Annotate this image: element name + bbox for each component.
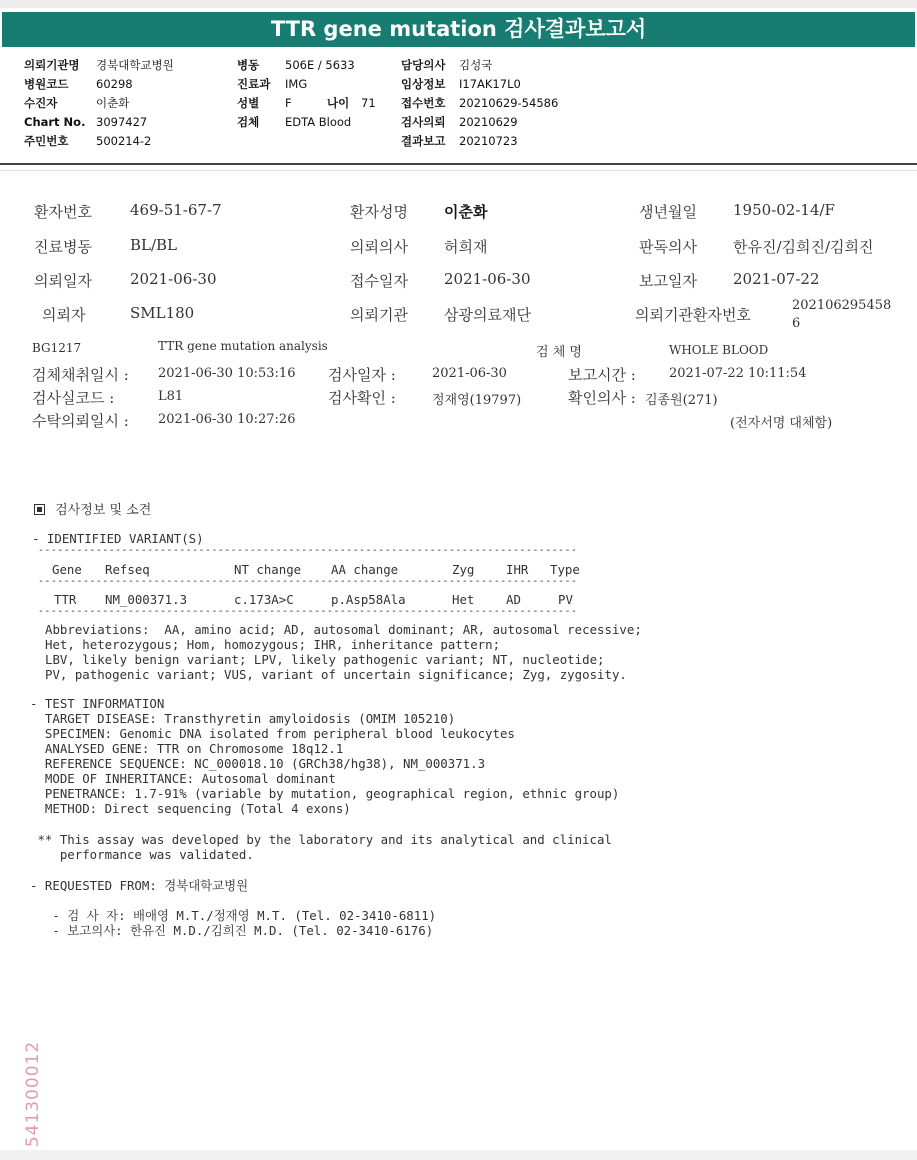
square-bullet-icon bbox=[34, 504, 45, 515]
patient-label: 접수일자 bbox=[350, 272, 408, 290]
patient-label: 의뢰자 bbox=[42, 306, 86, 324]
cell-aa: p.Asp58Ala bbox=[331, 592, 406, 607]
header-row: 결과보고 20210723 bbox=[401, 134, 518, 148]
patient-value: 1950-02-14/F bbox=[733, 201, 835, 219]
verify-label: 확인의사 : bbox=[568, 389, 636, 407]
report-title: TTR gene mutation 검사결과보고서 bbox=[2, 12, 915, 47]
patient-value: BL/BL bbox=[130, 236, 178, 254]
col-header-nt: NT change bbox=[234, 562, 302, 577]
patient-value: 허희재 bbox=[444, 238, 488, 256]
header-row: Chart No. 3097427 bbox=[24, 115, 148, 129]
header-col-3 bbox=[401, 57, 558, 149]
consign-label: 수탁의뢰일시 : bbox=[32, 412, 129, 430]
report-time-label: 보고시간 : bbox=[568, 366, 636, 384]
header-row: 임상정보 I17AK17L0 bbox=[401, 77, 521, 91]
patient-value: 469-51-67-7 bbox=[130, 201, 222, 219]
abbreviation-line: Het, heterozygous; Hom, homozygous; IHR, inheritance pattern; bbox=[45, 637, 501, 652]
staff-line: - 검 사 자: 배애영 M.T./정재영 M.T. (Tel. 02-3410-6811) bbox=[30, 908, 437, 923]
consign-value: 2021-06-30 10:27:26 bbox=[158, 412, 296, 427]
test-name: TTR gene mutation analysis bbox=[158, 339, 328, 353]
patient-label: 생년월일 bbox=[639, 203, 697, 221]
header-row: 수진자 이춘화 bbox=[24, 96, 130, 110]
cell-type: PV bbox=[558, 592, 573, 607]
specimen-value: WHOLE BLOOD bbox=[669, 343, 769, 357]
patient-value: 2021-06-30 bbox=[444, 270, 531, 288]
test-info-line: ANALYSED GENE: TTR on Chromosome 18q12.1 bbox=[30, 741, 344, 756]
table-divider: ------------------------------------------------------------------------------------ bbox=[38, 576, 578, 587]
top-strip bbox=[0, 0, 917, 8]
patient-label: 환자번호 bbox=[34, 203, 92, 221]
abbreviation-line: LBV, likely benign variant; LPV, likely pathogenic variant; NT, nucleotide; bbox=[45, 652, 605, 667]
col-header-aa: AA change bbox=[331, 562, 399, 577]
patient-value-continued: 6 bbox=[792, 316, 801, 331]
header-row: 성별 F 나이 71 bbox=[237, 96, 376, 110]
test-info-line: MODE OF INHERITANCE: Autosomal dominant bbox=[30, 771, 336, 786]
variant-heading: - IDENTIFIED VARIANT(S) bbox=[32, 531, 204, 546]
cell-zyg: Het bbox=[452, 592, 475, 607]
test-info-line: REFERENCE SEQUENCE: NC_000018.10 (GRCh38/hg38), NM_000371.3 bbox=[30, 756, 486, 771]
patient-label: 판독의사 bbox=[639, 238, 697, 256]
patient-label: 의뢰일자 bbox=[34, 272, 92, 290]
collect-value: 2021-06-30 10:53:16 bbox=[158, 366, 296, 381]
header-col-2 bbox=[237, 57, 376, 130]
table-divider: ------------------------------------------------------------------------------------ bbox=[38, 606, 578, 617]
test-date-value: 2021-06-30 bbox=[432, 366, 507, 381]
patient-label: 환자성명 bbox=[350, 203, 408, 221]
cell-refseq: NM_000371.3 bbox=[105, 592, 188, 607]
confirm-value: 정재영(19797) bbox=[432, 393, 522, 408]
header-row: 의뢰기관명 경북대학교병원 bbox=[24, 58, 174, 72]
header-divider bbox=[0, 163, 917, 165]
cell-ihr: AD bbox=[506, 592, 521, 607]
cell-gene: TTR bbox=[54, 592, 77, 607]
section-title: 검사정보 및 소견 bbox=[34, 499, 151, 518]
confirm-label: 검사확인 : bbox=[328, 389, 396, 407]
header-row: 담당의사 김성국 bbox=[401, 58, 493, 72]
report-time-value: 2021-07-22 10:11:54 bbox=[669, 366, 807, 381]
patient-label: 의뢰기관환자번호 bbox=[635, 306, 751, 324]
room-label: 검사실코드 : bbox=[32, 389, 115, 407]
patient-value: 삼광의료재단 bbox=[444, 306, 531, 324]
requested-from: - REQUESTED FROM: 경북대학교병원 bbox=[30, 878, 249, 893]
table-divider: ------------------------------------------------------------------------------------ bbox=[38, 545, 578, 556]
specimen-label: 검 체 명 bbox=[536, 345, 582, 360]
patient-value: SML180 bbox=[130, 304, 195, 322]
assay-note: performance was validated. bbox=[30, 847, 254, 862]
patient-value: 2021-07-22 bbox=[733, 270, 820, 288]
test-info-line: SPECIMEN: Genomic DNA isolated from peripheral blood leukocytes bbox=[30, 726, 515, 741]
test-info-line: METHOD: Direct sequencing (Total 4 exons) bbox=[30, 801, 351, 816]
staff-line: - 보고의사: 한유진 M.D./김희진 M.D. (Tel. 02-3410-6176) bbox=[30, 923, 434, 938]
assay-note: ** This assay was developed by the laboratory and its analytical and clinical bbox=[30, 832, 612, 847]
header-row: 검사의뢰 20210629 bbox=[401, 115, 518, 129]
cell-nt: c.173A>C bbox=[234, 592, 294, 607]
col-header-gene: Gene bbox=[52, 562, 82, 577]
esign-note: (전자서명 대체함) bbox=[730, 416, 833, 431]
header-row: 검체 EDTA Blood bbox=[237, 115, 352, 129]
patient-value: 이춘화 bbox=[444, 203, 488, 221]
col-header-type: Type bbox=[550, 562, 580, 577]
bottom-strip bbox=[0, 1150, 917, 1160]
col-header-ihr: IHR bbox=[506, 562, 529, 577]
test-code: BG1217 bbox=[32, 341, 82, 355]
header-row: 병동 506E / 5633 bbox=[237, 58, 355, 72]
test-date-label: 검사일자 : bbox=[328, 366, 396, 384]
patient-label: 의뢰의사 bbox=[350, 238, 408, 256]
vertical-barcode-number: 541300012 bbox=[23, 1040, 43, 1148]
header-col-1 bbox=[24, 57, 174, 149]
collect-label: 검체채취일시 : bbox=[32, 366, 129, 384]
patient-label: 보고일자 bbox=[639, 272, 697, 290]
header-divider-light bbox=[0, 170, 917, 171]
abbreviation-line: Abbreviations: AA, amino acid; AD, autosomal dominant; AR, autosomal recessive; bbox=[45, 622, 642, 637]
test-info-line: PENETRANCE: 1.7-91% (variable by mutation, geographical region, ethnic group) bbox=[30, 786, 620, 801]
header-row: 주민번호 500214-2 bbox=[24, 134, 152, 148]
test-info-line: - TEST INFORMATION bbox=[30, 696, 165, 711]
room-value: L81 bbox=[158, 389, 184, 404]
test-info-line: TARGET DISEASE: Transthyretin amyloidosis (OMIM 105210) bbox=[30, 711, 456, 726]
col-header-zyg: Zyg bbox=[452, 562, 475, 577]
patient-value: 2021-06-30 bbox=[130, 270, 217, 288]
verify-value: 김종원(271) bbox=[645, 393, 718, 408]
col-header-refseq: Refseq bbox=[105, 562, 150, 577]
header-row: 접수번호 20210629-54586 bbox=[401, 96, 559, 110]
patient-label: 의뢰기관 bbox=[350, 306, 408, 324]
patient-value: 202106295458 bbox=[792, 298, 892, 313]
header-row: 진료과 IMG bbox=[237, 77, 308, 91]
abbreviation-line: PV, pathogenic variant; VUS, variant of uncertain significance; Zyg, zygosity. bbox=[45, 667, 627, 682]
header-row: 병원코드 60298 bbox=[24, 77, 133, 91]
patient-label: 진료병동 bbox=[34, 238, 92, 256]
patient-value: 한유진/김희진/김희진 bbox=[733, 238, 874, 256]
